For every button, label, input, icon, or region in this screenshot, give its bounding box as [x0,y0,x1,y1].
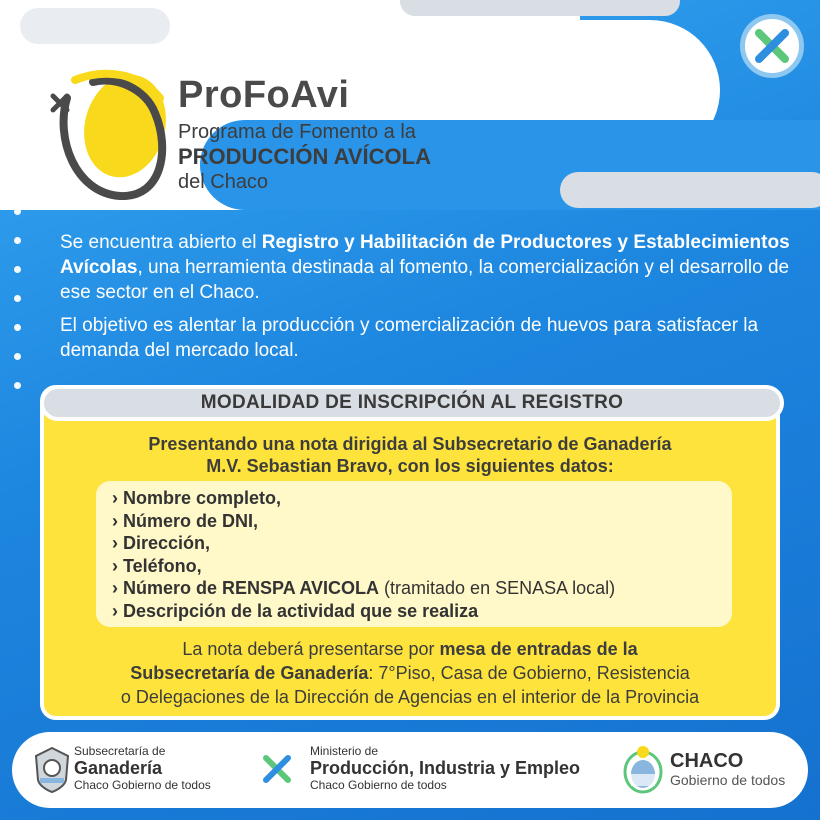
list-item: › Número de RENSPA AVICOLA (tramitado en SENASA local) [112,578,616,598]
registration-card [40,385,780,720]
provincial-shield-icon [32,746,72,794]
card-footer-text: La nota deberá presentarse por mesa de entradas de la Subsecretaría de Ganadería: 7°Piso, Casa de Gobierno, Resistencia o Delegaciones de la Dirección de Agencias en el interior de la Provincia [120,639,700,707]
list-item: › Dirección, [112,533,211,553]
ministerio-logo: Ministerio de Producción, Industria y Empleo Chaco Gobierno de todos [310,744,581,792]
program-title [178,74,431,194]
ministry-x-icon [262,754,292,784]
chaco-emblem-icon [622,742,664,796]
close-button[interactable] [740,14,804,78]
decorative-dots [14,150,24,411]
requirements-list [96,481,732,627]
program-line-3: del Chaco [178,171,269,193]
list-item: › Número de DNI, [112,510,259,531]
card-lead: Presentando una nota dirigida al Subsecretario de Ganadería M.V. Sebastian Bravo, con los siguientes datos: [148,434,672,476]
decorative-pill [400,0,680,16]
chaco-logo: CHACO Gobierno de todos [670,750,786,788]
ganaderia-logo: Subsecretaría de Ganadería Chaco Gobierno de todos [74,744,211,792]
list-item: › Nombre completo, [112,488,282,508]
intro-paragraph-1: Se encuentra abierto el Registro y Habilitación de Productores y Establecimientos Avícolas, una herramienta destinada al fomento, la comercialización y el desarrollo de ese sector en el Chaco. [60,232,790,303]
egg-logo-icon [45,58,175,203]
footer-logos [12,732,808,808]
card-header: MODALIDAD DE INSCRIPCIÓN AL REGISTRO [40,385,784,421]
intro-paragraph-2: El objetivo es alentar la producción y comercialización de huevos para satisfacer la demanda del mercado local. [60,315,759,361]
list-item: › Teléfono, [112,555,202,576]
decorative-pill [560,172,820,208]
program-line-1: Programa de Fomento a la [178,121,416,143]
list-item: › Descripción de la actividad que se realiza [112,600,479,621]
brand-name: ProFoAvi [178,74,350,116]
decorative-pill [20,8,170,44]
intro-text [60,230,790,363]
close-x-icon [753,27,791,65]
program-line-2: PRODUCCIÓN AVÍCOLA [178,144,431,169]
